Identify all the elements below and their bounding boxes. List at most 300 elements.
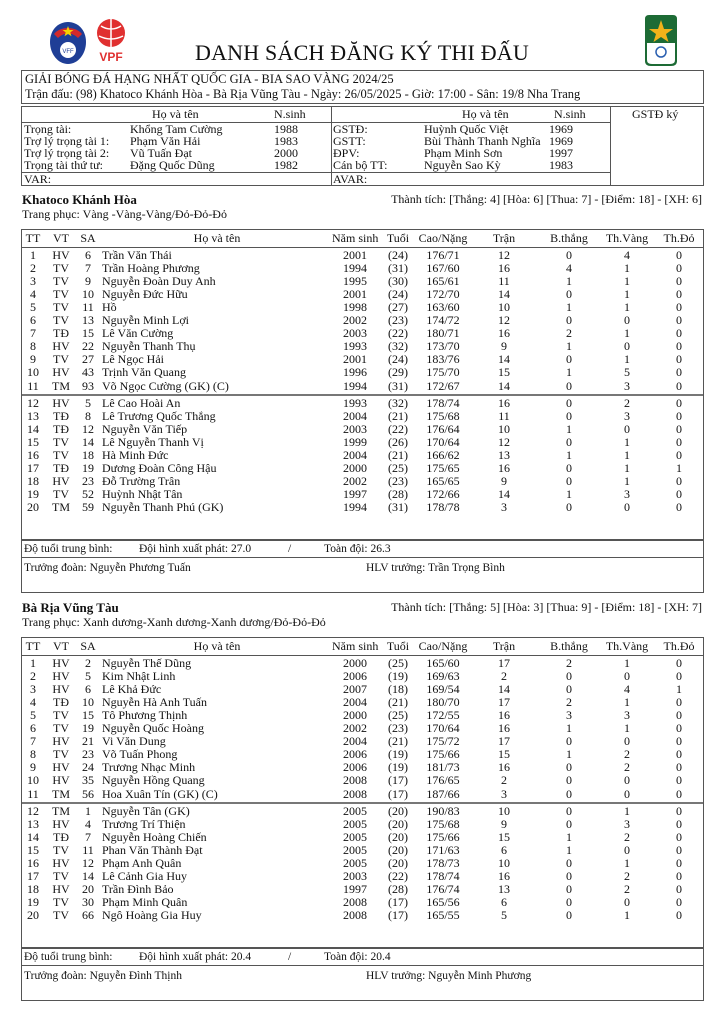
- col-birth-year: 2008: [343, 894, 367, 909]
- col-height-weight: 173/70: [426, 339, 460, 354]
- col-name: Trương Nhạc Minh: [102, 760, 196, 775]
- col-name: Võ Tuấn Phong: [102, 747, 178, 762]
- col-sa: 20: [82, 881, 94, 896]
- team-name-away: Bà Rịa Vũng Tàu: [22, 600, 119, 615]
- col-vt: TV: [53, 434, 69, 449]
- col-birth-year: 1999: [343, 434, 367, 449]
- col-matches: 15: [498, 365, 510, 380]
- player-row: [22, 380, 703, 393]
- col-yellow: 1: [624, 352, 630, 367]
- col-birth-year: 1994: [343, 261, 367, 276]
- col-red: 0: [676, 894, 682, 909]
- page-title: DANH SÁCH ĐĂNG KÝ THI ĐẤU: [195, 40, 529, 65]
- col-red: 0: [676, 855, 682, 870]
- col-birth-year: 2005: [343, 855, 367, 870]
- player-row: [22, 896, 703, 909]
- col-name: Lê Văn Cường: [102, 326, 174, 341]
- col-goals: 4: [566, 261, 572, 276]
- col-yellow: 1: [624, 447, 630, 462]
- header-col-age: Tuổi: [386, 639, 410, 653]
- col-vt: TV: [53, 907, 69, 922]
- officials-header-name-right: Họ và tên: [462, 107, 509, 121]
- player-row: [22, 722, 703, 735]
- header-col-birth-year: Năm sinh: [332, 231, 379, 245]
- col-matches: 16: [498, 261, 510, 276]
- col-vt: HV: [52, 669, 70, 684]
- col-red: 0: [676, 352, 682, 367]
- col-tt: 8: [30, 747, 36, 762]
- col-age: (21): [388, 695, 408, 710]
- match-info-box: [21, 70, 704, 104]
- col-vt: HV: [52, 816, 70, 831]
- col-yellow: 1: [624, 434, 630, 449]
- col-name: Vi Văn Dung: [102, 734, 166, 749]
- col-yellow: 3: [624, 486, 630, 501]
- col-matches: 12: [498, 434, 510, 449]
- header-col-vt: VT: [53, 231, 69, 245]
- header-col-name: Họ và tên: [193, 231, 241, 245]
- col-yellow: 3: [624, 816, 630, 831]
- col-red: 0: [676, 868, 682, 883]
- player-row: [22, 774, 703, 787]
- col-red: 0: [676, 326, 682, 341]
- col-yellow: 5: [624, 365, 630, 380]
- col-matches: 15: [498, 747, 510, 762]
- col-yellow: 2: [624, 829, 630, 844]
- col-birth-year: 2000: [343, 708, 367, 723]
- col-birth-year: 1993: [343, 395, 367, 410]
- col-goals: 0: [566, 816, 572, 831]
- col-name: Nguyễn Thanh Phú (GK): [102, 499, 224, 514]
- header-col-birth-year: Năm sinh: [332, 639, 379, 653]
- col-red: 0: [676, 395, 682, 410]
- col-age: (31): [388, 261, 408, 276]
- col-age: (25): [388, 460, 408, 475]
- col-birth-year: 2005: [343, 829, 367, 844]
- col-height-weight: 178/74: [426, 395, 460, 410]
- official-name: Vũ Tuấn Đạt: [130, 146, 193, 160]
- col-tt: 6: [30, 721, 36, 736]
- col-tt: 12: [27, 803, 39, 818]
- col-red: 0: [676, 421, 682, 436]
- team-kit-away: Trang phục: Xanh dương-Xanh dương-Xanh dương/Đỏ-Đỏ-Đỏ: [22, 615, 326, 629]
- col-height-weight: 178/78: [426, 499, 460, 514]
- col-matches: 14: [498, 352, 510, 367]
- col-age: (28): [388, 881, 408, 896]
- svg-text:VFF: VFF: [62, 49, 74, 55]
- col-goals: 1: [566, 829, 572, 844]
- header-col-goals: B.thắng: [550, 639, 588, 653]
- col-height-weight: 180/71: [426, 326, 460, 341]
- col-tt: 6: [30, 313, 36, 328]
- col-age: (19): [388, 669, 408, 684]
- col-age: (17): [388, 773, 408, 788]
- col-red: 1: [676, 460, 682, 475]
- col-red: 0: [676, 365, 682, 380]
- col-name: Lê Khả Đức: [102, 682, 162, 697]
- official-name: Nguyễn Sao Kỳ: [424, 158, 501, 172]
- official-role: Trợ lý trọng tài 2:: [24, 146, 110, 160]
- col-age: (23): [388, 313, 408, 328]
- header-col-red: Th.Đỏ: [663, 639, 695, 653]
- team-kit-home: Trang phục: Vàng -Vàng-Vàng/Đỏ-Đỏ-Đỏ: [22, 207, 227, 221]
- col-height-weight: 172/70: [426, 287, 460, 302]
- col-height-weight: 175/68: [426, 816, 460, 831]
- col-matches: 9: [501, 339, 507, 354]
- col-goals: 0: [566, 408, 572, 423]
- roster-header-row: [22, 232, 703, 245]
- col-goals: 1: [566, 300, 572, 315]
- team-summary-home: [21, 540, 704, 593]
- col-goals: 0: [566, 287, 572, 302]
- col-matches: 6: [501, 842, 507, 857]
- col-vt: HV: [52, 881, 70, 896]
- col-age: (25): [388, 708, 408, 723]
- official-birth: 1997: [549, 146, 573, 160]
- official-name: Khổng Tam Cường: [130, 122, 223, 136]
- col-red: 0: [676, 261, 682, 276]
- col-goals: 3: [566, 708, 572, 723]
- col-yellow: 1: [624, 326, 630, 341]
- col-sa: 6: [85, 682, 91, 697]
- col-yellow: 2: [624, 395, 630, 410]
- col-age: (20): [388, 803, 408, 818]
- col-name: Trịnh Văn Quang: [102, 365, 187, 380]
- col-tt: 9: [30, 352, 36, 367]
- col-birth-year: 2000: [343, 460, 367, 475]
- col-height-weight: 176/74: [426, 881, 460, 896]
- col-tt: 4: [30, 695, 36, 710]
- col-birth-year: 2003: [343, 868, 367, 883]
- col-tt: 3: [30, 274, 36, 289]
- col-red: 0: [676, 786, 682, 801]
- col-yellow: 2: [624, 868, 630, 883]
- col-sa: 7: [85, 829, 91, 844]
- col-vt: TV: [53, 721, 69, 736]
- col-sa: 22: [82, 339, 94, 354]
- col-age: (20): [388, 829, 408, 844]
- col-sa: 13: [82, 313, 94, 328]
- official-role: Trợ lý trọng tài 1:: [24, 134, 110, 148]
- col-sa: 10: [82, 287, 94, 302]
- col-birth-year: 2005: [343, 816, 367, 831]
- col-height-weight: 172/67: [426, 378, 460, 393]
- col-age: (24): [388, 352, 408, 367]
- col-name: Nguyễn Văn Tiếp: [102, 421, 188, 436]
- official-role: ĐPV:: [333, 146, 360, 160]
- col-goals: 0: [566, 682, 572, 697]
- col-name: Phạm Anh Quân: [102, 855, 182, 870]
- col-height-weight: 166/62: [426, 447, 460, 462]
- col-tt: 12: [27, 395, 39, 410]
- col-tt: 7: [30, 734, 36, 749]
- col-sa: 8: [85, 408, 91, 423]
- col-vt: TM: [52, 803, 70, 818]
- player-row: [22, 735, 703, 748]
- col-name: Nguyễn Minh Lợi: [102, 313, 190, 328]
- col-tt: 13: [27, 408, 39, 423]
- col-red: 0: [676, 339, 682, 354]
- col-age: (21): [388, 408, 408, 423]
- col-yellow: 0: [624, 499, 630, 514]
- col-vt: TV: [53, 708, 69, 723]
- col-yellow: 4: [624, 248, 630, 262]
- col-vt: TV: [53, 313, 69, 328]
- col-matches: 13: [498, 881, 510, 896]
- official-birth: 1983: [549, 158, 573, 172]
- col-goals: 1: [566, 721, 572, 736]
- col-tt: 2: [30, 669, 36, 684]
- col-birth-year: 2000: [343, 656, 367, 670]
- col-tt: 10: [27, 365, 39, 380]
- header-col-tt: TT: [25, 639, 41, 653]
- player-row: [22, 857, 703, 870]
- col-sa: 14: [82, 868, 94, 883]
- col-sa: 24: [82, 760, 94, 775]
- avar-label: AVAR:: [333, 172, 368, 186]
- col-age: (24): [388, 287, 408, 302]
- col-goals: 2: [566, 326, 572, 341]
- official-role: Cán bộ TT:: [333, 158, 388, 172]
- col-matches: 13: [498, 447, 510, 462]
- col-birth-year: 2004: [343, 447, 367, 462]
- col-goals: 0: [566, 669, 572, 684]
- player-row: [22, 462, 703, 475]
- col-birth-year: 2001: [343, 287, 367, 302]
- player-row: [22, 683, 703, 696]
- col-red: 0: [676, 734, 682, 749]
- col-height-weight: 172/55: [426, 708, 460, 723]
- col-age: (21): [388, 447, 408, 462]
- col-tt: 14: [27, 829, 39, 844]
- header-col-vt: VT: [53, 639, 69, 653]
- official-birth: 1982: [274, 158, 298, 172]
- col-matches: 16: [498, 708, 510, 723]
- officials-header-name: Họ và tên: [152, 107, 199, 121]
- official-role: Trọng tài thứ tư:: [24, 158, 103, 172]
- header-col-goals: B.thắng: [550, 231, 588, 245]
- col-goals: 1: [566, 274, 572, 289]
- col-tt: 7: [30, 326, 36, 341]
- col-red: 0: [676, 803, 682, 818]
- col-sa: 12: [82, 421, 94, 436]
- col-name: Nguyễn Thanh Thụ: [102, 339, 196, 354]
- col-goals: 1: [566, 339, 572, 354]
- col-matches: 5: [501, 907, 507, 922]
- col-matches: 10: [498, 855, 510, 870]
- col-sa: 43: [82, 365, 94, 380]
- col-birth-year: 2004: [343, 695, 367, 710]
- team-summary-away: [21, 948, 704, 1001]
- col-matches: 16: [498, 460, 510, 475]
- col-tt: 17: [27, 868, 39, 883]
- col-name: Trương Trí Thiện: [102, 816, 186, 831]
- col-matches: 17: [498, 695, 510, 710]
- player-row: [22, 288, 703, 301]
- col-birth-year: 1993: [343, 339, 367, 354]
- col-height-weight: 165/56: [426, 894, 460, 909]
- official-birth: 1969: [549, 122, 573, 136]
- col-yellow: 3: [624, 408, 630, 423]
- col-vt: HV: [52, 734, 70, 749]
- col-matches: 3: [501, 499, 507, 514]
- col-yellow: 1: [624, 855, 630, 870]
- col-vt: TĐ: [53, 460, 69, 475]
- col-age: (26): [388, 434, 408, 449]
- avg-age-starting: Đội hình xuất phát: 27.0: [139, 543, 252, 555]
- col-vt: TĐ: [53, 829, 69, 844]
- col-age: (30): [388, 274, 408, 289]
- col-birth-year: 1996: [343, 365, 367, 380]
- player-row: [22, 870, 703, 883]
- col-matches: 14: [498, 378, 510, 393]
- col-age: (17): [388, 786, 408, 801]
- col-vt: HV: [52, 682, 70, 697]
- col-name: Tô Phương Thịnh: [102, 708, 188, 723]
- col-sa: 27: [82, 352, 94, 367]
- svg-text:VPF: VPF: [99, 50, 123, 64]
- col-red: 0: [676, 816, 682, 831]
- officials-header-birth-right: N.sinh: [554, 107, 586, 121]
- col-name: Lê Cao Hoài An: [102, 395, 181, 410]
- avg-age-separator: /: [288, 951, 292, 963]
- col-sa: 23: [82, 473, 94, 488]
- col-yellow: 1: [624, 261, 630, 276]
- player-row: [22, 436, 703, 449]
- var-label: VAR:: [24, 172, 52, 186]
- col-red: 0: [676, 287, 682, 302]
- col-height-weight: 167/60: [426, 261, 460, 276]
- col-height-weight: 190/83: [426, 803, 460, 818]
- player-row: [22, 340, 703, 353]
- col-goals: 0: [566, 248, 572, 262]
- col-tt: 11: [27, 378, 39, 393]
- col-matches: 6: [501, 894, 507, 909]
- player-row: [22, 670, 703, 683]
- official-birth: 1988: [274, 122, 298, 136]
- col-age: (23): [388, 473, 408, 488]
- col-vt: TV: [53, 868, 69, 883]
- col-height-weight: 165/55: [426, 907, 460, 922]
- col-birth-year: 2002: [343, 721, 367, 736]
- header-col-matches: Trận: [492, 639, 516, 653]
- col-red: 0: [676, 842, 682, 857]
- col-name: Phạm Minh Quân: [102, 894, 188, 909]
- col-height-weight: 165/61: [426, 274, 460, 289]
- col-name: Nguyễn Thế Dũng: [102, 656, 192, 670]
- col-yellow: 2: [624, 760, 630, 775]
- col-age: (18): [388, 682, 408, 697]
- col-name: Võ Ngọc Cường (GK) (C): [102, 378, 229, 393]
- col-height-weight: 176/71: [426, 248, 460, 262]
- col-sa: 19: [82, 721, 94, 736]
- col-age: (28): [388, 486, 408, 501]
- col-birth-year: 2004: [343, 734, 367, 749]
- col-sa: 21: [82, 734, 94, 749]
- col-matches: 12: [498, 248, 510, 262]
- col-matches: 9: [501, 816, 507, 831]
- col-red: 0: [676, 760, 682, 775]
- col-birth-year: 2006: [343, 760, 367, 775]
- col-yellow: 1: [624, 274, 630, 289]
- col-vt: TM: [52, 786, 70, 801]
- col-sa: 1: [85, 803, 91, 818]
- col-goals: 0: [566, 378, 572, 393]
- col-age: (25): [388, 656, 408, 670]
- col-red: 0: [676, 695, 682, 710]
- col-goals: 1: [566, 447, 572, 462]
- col-name: Trần Hoàng Phương: [102, 261, 200, 276]
- col-matches: 17: [498, 734, 510, 749]
- col-goals: 0: [566, 773, 572, 788]
- player-row: [22, 314, 703, 327]
- col-age: (22): [388, 868, 408, 883]
- col-name: Nguyễn Đức Hữu: [102, 287, 188, 302]
- col-matches: 16: [498, 760, 510, 775]
- col-red: 0: [676, 656, 682, 670]
- col-yellow: 0: [624, 734, 630, 749]
- player-row: [22, 788, 703, 801]
- col-age: (17): [388, 907, 408, 922]
- col-sa: 9: [85, 274, 91, 289]
- player-row: [22, 818, 703, 831]
- header-col-yellow: Th.Vàng: [605, 231, 649, 245]
- col-tt: 5: [30, 708, 36, 723]
- avg-age-starting: Đội hình xuất phát: 20.4: [139, 951, 252, 963]
- col-name: Đỗ Trường Trân: [102, 473, 181, 488]
- col-red: 0: [676, 721, 682, 736]
- col-sa: 18: [82, 447, 94, 462]
- col-age: (31): [388, 499, 408, 514]
- col-height-weight: 169/63: [426, 669, 460, 684]
- player-row: [22, 831, 703, 844]
- col-matches: 10: [498, 300, 510, 315]
- player-row: [22, 397, 703, 410]
- col-sa: 52: [82, 486, 94, 501]
- avg-age-separator: /: [288, 543, 292, 555]
- col-age: (19): [388, 760, 408, 775]
- col-goals: 1: [566, 747, 572, 762]
- col-tt: 20: [27, 907, 39, 922]
- col-vt: TM: [52, 499, 70, 514]
- col-goals: 2: [566, 695, 572, 710]
- player-row: [22, 657, 703, 670]
- col-vt: TĐ: [53, 695, 69, 710]
- official-birth: 1983: [274, 134, 298, 148]
- col-tt: 2: [30, 261, 36, 276]
- col-red: 0: [676, 434, 682, 449]
- col-height-weight: 181/73: [426, 760, 460, 775]
- col-red: 0: [676, 499, 682, 514]
- col-height-weight: 175/72: [426, 734, 460, 749]
- col-tt: 9: [30, 760, 36, 775]
- col-red: 1: [676, 682, 682, 697]
- col-goals: 2: [566, 656, 572, 670]
- col-red: 0: [676, 447, 682, 462]
- col-height-weight: 172/66: [426, 486, 460, 501]
- header-col-name: Họ và tên: [193, 639, 241, 653]
- col-vt: HV: [52, 760, 70, 775]
- player-row: [22, 449, 703, 462]
- col-red: 0: [676, 881, 682, 896]
- col-sa: 10: [82, 695, 94, 710]
- official-role: Trọng tài:: [24, 122, 72, 136]
- col-name: Kim Nhật Linh: [102, 669, 176, 684]
- col-height-weight: 171/63: [426, 842, 460, 857]
- col-vt: TV: [53, 894, 69, 909]
- header-col-tt: TT: [25, 231, 41, 245]
- col-age: (27): [388, 300, 408, 315]
